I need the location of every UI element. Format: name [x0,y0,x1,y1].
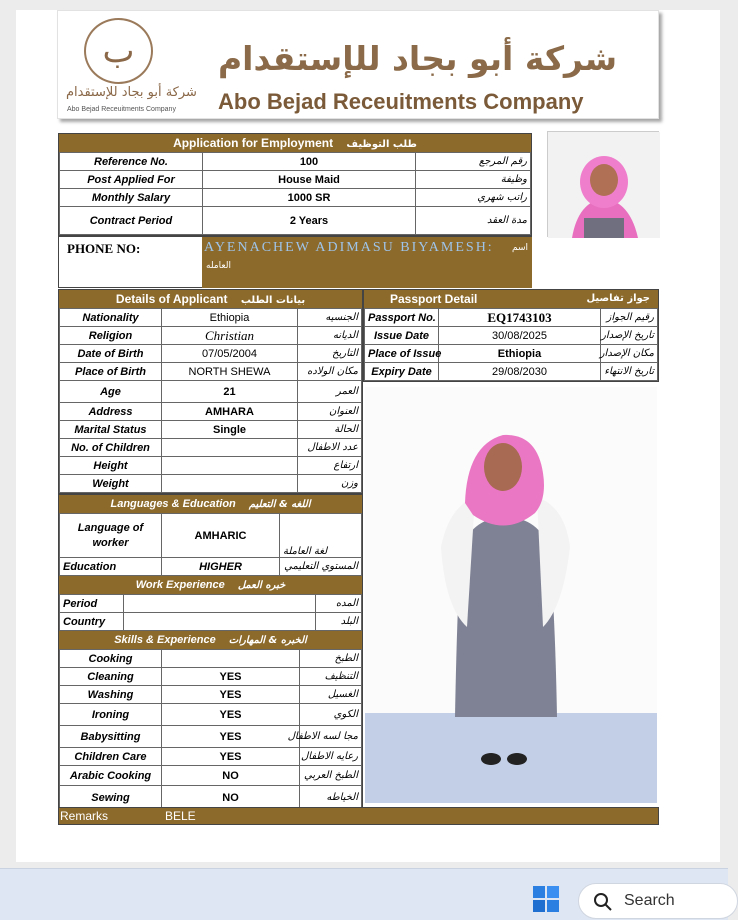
height-label-ar: ارتفاع [298,457,362,475]
logo-arabic-name: شركة أبو بجاد للإستقدام [66,85,197,100]
company-header [57,10,659,119]
search-label: Search [624,892,675,909]
passport-table [364,308,658,381]
cleaning-label-ar: التنظيف [300,668,362,686]
table-row [365,327,658,345]
salary-value: 1000 SR [203,189,416,207]
arabic-cooking-value: NO [162,766,300,786]
arabic-cooking-label: Arabic Cooking [60,766,162,786]
work-table [59,594,362,631]
age-value: 21 [162,381,298,403]
details-section [58,289,363,494]
worker-name-label-ar: اسم [511,243,528,253]
table-row [60,595,362,613]
issue-date-value: 30/08/2025 [439,327,601,345]
application-title-ar: طلب التوظيف [346,139,417,150]
address-label-ar: العنوان [298,403,362,421]
passport-title-ar: جواز تفاصيل [586,293,650,304]
reference-label: Reference No. [60,153,203,171]
period-label: Period [60,595,124,613]
pob-label-ar: مكان الولاده [298,363,362,381]
weight-value [162,475,298,493]
age-label-ar: العمر [298,381,362,403]
cooking-label: Cooking [60,650,162,668]
logo-english-name: Abo Bejad Receuitments Company [67,106,176,113]
cooking-label-ar: الطبخ [300,650,362,668]
contract-label: Contract Period [60,207,203,235]
table-row [60,748,362,766]
table-row [60,439,362,457]
table-row [60,421,362,439]
table-row [60,766,362,786]
taskbar [0,868,728,920]
post-label-ar: وظيفة [416,171,531,189]
work-title-ar: خبره العمل [237,580,286,591]
details-title: Details of Applicant [115,292,228,306]
sewing-value: NO [162,786,300,810]
expiry-value: 29/08/2030 [439,363,601,381]
washing-label-ar: الغسيل [300,686,362,704]
table-row [60,650,362,668]
children-label: No. of Children [60,439,162,457]
religion-value: Christian [162,327,298,345]
issue-date-label-ar: تاريخ الإصدار [601,327,658,345]
marital-label-ar: الحالة [298,421,362,439]
contract-value: 2 Years [203,207,416,235]
phone-name-section [58,236,532,288]
worker-name-field [202,237,532,288]
passport-title: Passport Detail [390,292,478,306]
logo-calligraphy-icon: ب [102,31,135,71]
full-photo-illustration [365,387,657,803]
washing-value: YES [162,686,300,704]
company-logo [84,18,153,84]
issue-place-value: Ethiopia [439,345,601,363]
application-title: Application for Employment [173,136,334,150]
skills-table [59,649,362,810]
table-row [60,786,362,810]
work-title-bar [59,576,362,594]
languages-title: Languages & Education [110,498,236,510]
passport-title-bar [364,290,658,308]
table-row [60,327,362,345]
passport-section [363,289,659,382]
ironing-value: YES [162,704,300,726]
cooking-value [162,650,300,668]
application-section [58,133,532,236]
dob-label: Date of Birth [60,345,162,363]
worker-name-value: AYENACHEW ADIMASU BIYAMESH: [204,240,494,255]
salary-label: Monthly Salary [60,189,203,207]
table-row [60,403,362,421]
table-row [60,207,531,235]
education-label: Education [60,558,162,576]
children-care-label: Children Care [60,748,162,766]
language-label-ar: لغة العاملة [280,514,362,558]
table-row [60,704,362,726]
table-row [60,457,362,475]
sewing-label-ar: الخياطه [300,786,362,810]
address-label: Address [60,403,162,421]
weight-label: Weight [60,475,162,493]
sewing-label: Sewing [60,786,162,810]
table-row [60,558,362,576]
dob-value: 07/05/2004 [162,345,298,363]
issue-place-label-ar: مكان الإصدار [601,345,658,363]
height-label: Height [60,457,162,475]
pob-value: NORTH SHEWA [162,363,298,381]
expiry-label-ar: تاريخ الانتهاء [601,363,658,381]
table-row [365,309,658,327]
portrait-illustration [548,132,660,238]
languages-table [59,513,362,576]
issue-place-label: Place of Issue [365,345,439,363]
languages-title-bar [59,495,362,513]
table-row [365,345,658,363]
weight-label-ar: وزن [298,475,362,493]
post-value: House Maid [203,171,416,189]
arabic-cooking-label-ar: الطبخ العربي [300,766,362,786]
table-row [60,686,362,704]
table-row [60,153,531,171]
salary-label-ar: راتب شهري [416,189,531,207]
table-row [60,363,362,381]
reference-label-ar: رقم المرجع [416,153,531,171]
children-value [162,439,298,457]
religion-label: Religion [60,327,162,345]
table-row [60,189,531,207]
children-care-value: YES [162,748,300,766]
remarks-label: Remarks [60,809,109,823]
period-label-ar: المده [316,595,362,613]
contract-label-ar: مدة العقد [416,207,531,235]
table-row [365,363,658,381]
marital-value: Single [162,421,298,439]
education-label-ar: المستوي التعليمي [280,558,362,576]
babysitting-value: YES [162,726,300,748]
windows-start-icon[interactable] [532,885,560,913]
issue-date-label: Issue Date [365,327,439,345]
children-label-ar: عدد الاطفال [298,439,362,457]
cleaning-value: YES [162,668,300,686]
ironing-label-ar: الكوي [300,704,362,726]
taskbar-search-box[interactable] [578,883,738,919]
table-row [60,726,362,748]
skills-title-bar [59,631,362,649]
table-row [60,171,531,189]
search-icon [593,892,613,912]
application-title-bar [59,134,531,152]
details-title-bar [59,290,362,308]
babysitting-label-ar: مجا لسه الاطفال [300,726,362,748]
post-label: Post Applied For [60,171,203,189]
ironing-label: Ironing [60,704,162,726]
company-name-arabic: شركة أبو بجاد للإستقدام [218,39,618,78]
education-value: HIGHER [162,558,280,576]
height-value [162,457,298,475]
language-value: AMHARIC [162,514,280,558]
document-page [16,10,720,862]
country-label-ar: البلد [316,613,362,631]
table-row [60,309,362,327]
applicant-full-photo [365,387,657,803]
reference-value: 100 [203,153,416,171]
washing-label: Washing [60,686,162,704]
cleaning-label: Cleaning [60,668,162,686]
pob-label: Place of Birth [60,363,162,381]
country-value [124,613,316,631]
religion-label-ar: الديانه [298,327,362,345]
remarks-value: BELE [165,809,196,823]
phone-label: PHONE NO: [67,241,141,256]
nationality-label: Nationality [60,309,162,327]
table-row [60,514,362,558]
skills-title: Skills & Experience [114,634,216,646]
table-row [60,345,362,363]
table-row [60,475,362,493]
passport-no-value: EQ1743103 [439,309,601,327]
table-row [60,668,362,686]
period-value [124,595,316,613]
age-label: Age [60,381,162,403]
worker-name-label-ar2: العامله [206,261,231,271]
application-table [59,152,531,235]
expiry-label: Expiry Date [365,363,439,381]
dob-label-ar: التاريخ [298,345,362,363]
children-care-label-ar: رعايه الاطفال [300,748,362,766]
address-value: AMHARA [162,403,298,421]
marital-label: Marital Status [60,421,162,439]
nationality-value: Ethiopia [162,309,298,327]
language-label: Language of worker [60,514,162,558]
passport-no-label: Passport No. [365,309,439,327]
details-table [59,308,362,493]
languages-title-ar: اللغه & التعليم [248,499,311,510]
company-name-english: Abo Bejad Receuitments Company [218,89,584,114]
applicant-portrait-photo [547,131,659,237]
babysitting-label: Babysitting [60,726,162,748]
details-title-ar: بيانات الطلب [240,295,306,306]
table-row [60,613,362,631]
work-title: Work Experience [135,579,225,591]
nationality-label-ar: الجنسيه [298,309,362,327]
languages-section [58,494,363,811]
passport-no-label-ar: رقيم الجواز [601,309,658,327]
country-label: Country [60,613,124,631]
skills-title-ar: الخبره & المهارات [228,635,307,646]
remarks-bar [58,807,659,825]
table-row [60,381,362,403]
